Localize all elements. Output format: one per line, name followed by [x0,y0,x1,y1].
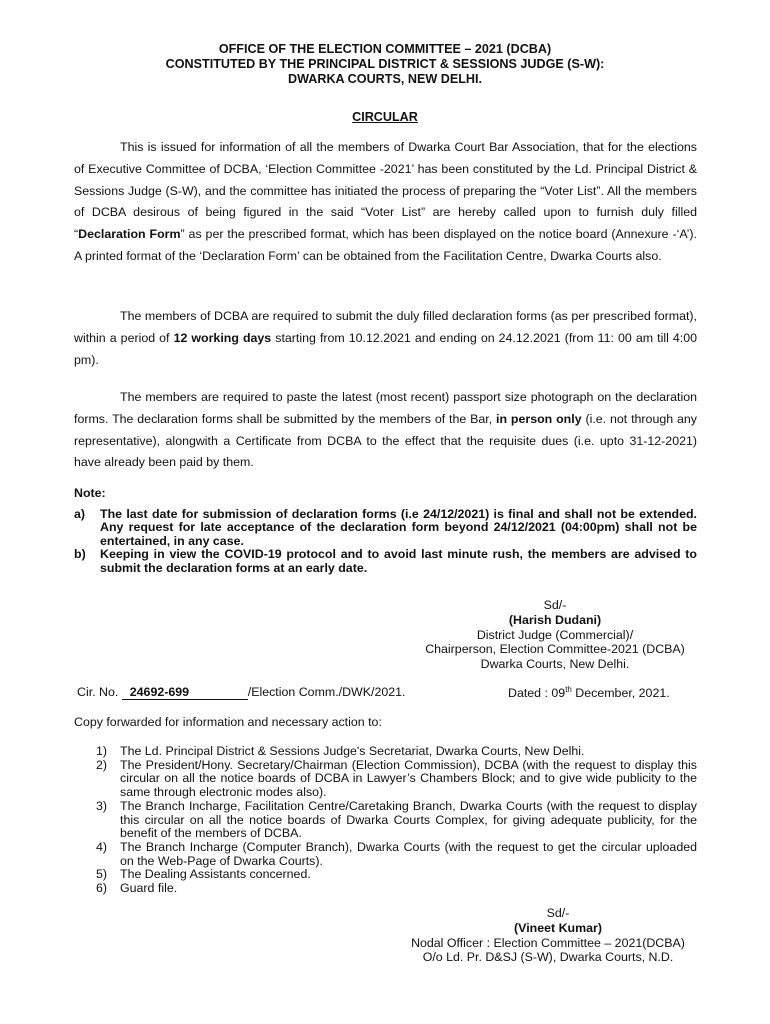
note-item-text: Keeping in view the COVID-19 protocol and to avoid last minute rush, the members are advised to submit the declaration forms at an early date. [100,547,697,575]
header-line-3: DWARKA COURTS, NEW DELHI. [287,72,483,86]
date-rest: December, 2021. [571,686,670,701]
list-item-number: 1) [96,744,108,758]
date-label: Dated : 09 [508,686,566,701]
circular-number-value: 24692-699 [122,685,248,700]
list-item-text: The Branch Incharge (Computer Branch), Dwarka Courts (with the request to get the circular uploaded on the Web-Page of Dwarka Courts). [120,839,697,868]
signature-2-office: O/o Ld. Pr. D&SJ (S-W), Dwarka Courts, N.D. [422,950,674,965]
list-item-text: Guard file. [120,881,178,896]
list-item-text: The President/Hony. Secretary/Chairman (Election Commission), DCBA (with the request to display this circular on all the notice boards of DCBA in Lawyer’s Chambers Block; and to give wide publicity to the same through electronic modes also). [120,757,697,800]
signature-block-2 [380,906,716,965]
paragraph-1-text-a: This is issued for information of all the members of Dwarka Court Bar Association, that for the elections of Executive Committee of DCBA, ‘Election Committee -2021’ has been constituted by the Ld. Principal District & Sessions Judge (S-W), and the committee has initiated the process of preparing the “Voter List”. All the members of DCBA desirous of being figured in the said “Voter List” are hereby called upon to furnish duly filled “ [74,140,697,242]
note-item-label: a) [74,507,86,521]
note-item-label: b) [74,547,86,562]
paragraph-1-bold: Declaration Form [78,227,181,242]
date-superscript: th [565,685,572,694]
list-item-number: 3) [96,798,108,813]
paragraph-2-text-b: starting from 10.12.2021 and ending on 24.12.2021 (from 11: 00 am till 4:00 pm). [74,330,697,367]
list-item [74,882,697,896]
header-line-2: CONSTITUTED BY THE PRINCIPAL DISTRICT & SESSIONS JUDGE (S-W): [165,57,605,71]
note-heading: Note: [74,486,106,500]
signature-1-name: (Harish Dudani) [508,612,602,627]
signature-2-designation: Nodal Officer : Election Committee – 2021(DCBA) [411,935,685,950]
list-item [74,759,697,800]
note-item-text: The last date for submission of declaration forms (i.e 24/12/2021) is final and shall not be extended. Any request for late acceptance of the declaration form beyond 24/12/2021 (04:00pm) shall not be entertained, in any case. [100,507,697,548]
list-item-text: The Branch Incharge, Facilitation Centre/Caretaking Branch, Dwarka Courts (with the request to display this circular on all the notice boards of Dwarka Courts Complex, for giving adequate publicity, for the benefit of the members of DCBA. [120,798,697,841]
paragraph-2-bold: 12 working days [173,330,272,345]
signature-1-role: Chairperson, Election Committee-2021 (DCBA) [425,642,685,657]
list-item-number: 2) [96,757,108,772]
list-item [74,841,697,868]
list-item-text: The Dealing Assistants concerned. [120,867,311,882]
list-item [74,745,697,759]
paragraph-3-bold: in person only [496,411,582,426]
signature-2-sd: Sd/- [546,906,570,920]
list-item-text: The Ld. Principal District & Sessions Judge's Secretariat, Dwarka Courts, New Delhi. [120,744,585,758]
paragraph-3-text-a: The members are required to paste the latest (most recent) passport size photograph on the declaration forms. The declaration forms shall be submitted by the members of the Bar, [74,390,697,426]
paragraph-3 [74,387,697,474]
signature-block-1 [400,598,710,672]
signature-1-location: Dwarka Courts, New Delhi. [480,657,630,672]
copy-forwarded-heading: Copy forwarded for information and necessary action to: [74,715,382,729]
paragraph-2-text-a: The members of DCBA are required to submit the duly filled declaration forms (as per prescribed format), within a period of [74,309,697,345]
circular-date [508,685,670,700]
note-item [74,548,697,575]
list-item-number: 4) [96,839,108,854]
paragraph-1-text-b: ” as per the prescribed format, which has been displayed on the notice board (Annexure -‘A’). A printed format of the ‘Declaration Form’ can be obtained from the Facilitation Centre, Dwarka Courts also. [74,227,697,263]
list-item-number: 5) [96,867,108,882]
circular-number-suffix: /Election Comm./DWK/2021. [247,685,406,699]
paragraph-1 [74,137,697,268]
circular-number [77,685,405,700]
signature-1-sd: Sd/- [543,598,567,612]
list-item [74,868,697,882]
signature-2-name: (Vineet Kumar) [514,920,602,935]
note-list [74,508,697,575]
circular-number-prefix: Cir. No. [77,685,119,699]
distribution-list [74,745,697,896]
list-item [74,800,697,841]
header-line-1: OFFICE OF THE ELECTION COMMITTEE – 2021 (DCBA) [218,42,552,56]
signature-1-designation: District Judge (Commercial)/ [476,627,634,642]
list-item-number: 6) [96,881,108,896]
paragraph-3-text-b: (i.e. not through any representative), alongwith a Certificate from DCBA to the effect that the requisite dues (i.e. upto 31-12-2021) have already been paid by them. [74,411,697,470]
paragraph-2 [74,306,697,371]
circular-title: CIRCULAR [352,110,418,124]
note-item [74,508,697,548]
